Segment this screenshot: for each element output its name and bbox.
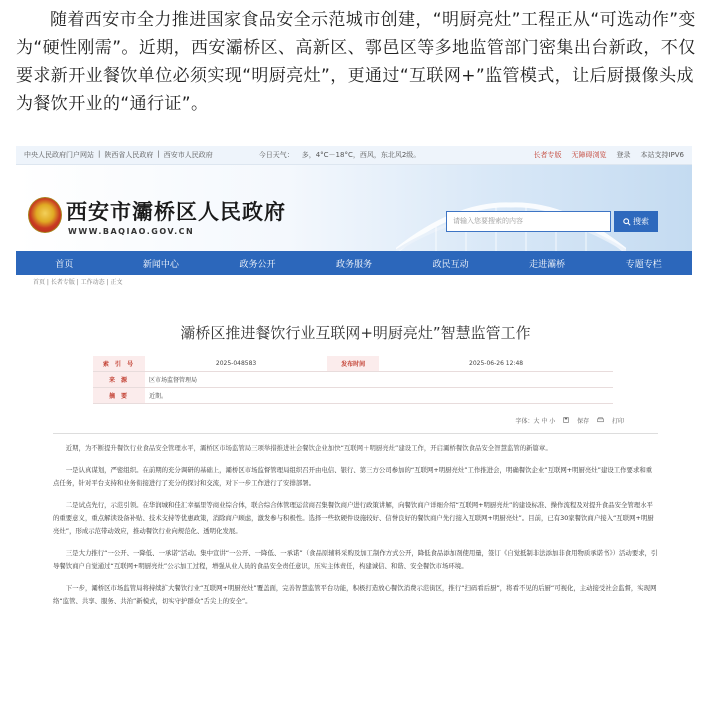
nav-interaction[interactable]: 政民互动	[432, 259, 469, 270]
body-paragraph: 下一步，灞桥区市场监管局将持续扩大餐饮行业“互联网+明厨亮灶”覆盖面，完善智慧监管平台功能，积极打造放心餐饮消费示范街区，推行“扫码看后厨”，将看不见的后厨“可视化，主动接受社会监督，实现网络“监管、共享、服务、共治”新模式，切实守护群众“舌尖上的安全”。	[53, 584, 657, 605]
accessibility-link[interactable]: 无障碍浏览	[571, 151, 607, 159]
date-value: 2025-06-26 12:48	[379, 356, 613, 372]
link-central-gov[interactable]: 中央人民政府门户网站	[24, 151, 94, 159]
ipv6-label: 本站支持IPV6	[640, 151, 684, 159]
body-paragraph: 近期，为不断提升餐饮行业食品安全管理水平，灞桥区市场监管局三项举措推进社会餐饮企业加快“互联网＋明厨亮灶”建设工作，开启灞桥餐饮食品安全智慧监管的新篇章。	[65, 444, 552, 452]
search-input[interactable]: 请输入您要搜索的内容	[446, 211, 611, 232]
nav-topics[interactable]: 专题专栏	[625, 259, 662, 270]
article	[53, 296, 658, 617]
summary-label: 摘 要	[93, 388, 145, 404]
weather-value: 多，4°C－18°C，西风，东北风2级。	[301, 151, 421, 159]
divider	[53, 433, 658, 434]
nav-about[interactable]: 走进灞桥	[529, 259, 566, 270]
body-paragraph: 二是试点先行，示范引领。在华润城和佳汇幸福里等商业综合体，联合综合体管理运营商召集餐饮商户进行政策讲解，向餐饮商户详细介绍“互联网+明厨亮灶”的建设标准、操作流程及对提升食品安全管理水平的重要意义，重点解读设备补贴、技术支持等优惠政策，消除商户顾虑，激发参与积极性。选择一些软硬件设施较好、信誉良好的餐饮商户先行接入互联网+明厨亮灶”。目前，已有30家餐饮商户接入“互联网+明厨亮灶”，形成示范带动效应，推动餐饮行业向规范化、透明化发展。	[53, 501, 654, 535]
nav-gov-affairs[interactable]: 政务公开	[239, 259, 276, 270]
print-label: 打印	[611, 418, 624, 425]
top-link-bar	[16, 146, 692, 165]
article-body	[53, 442, 658, 608]
article-tools	[53, 416, 658, 425]
main-nav	[16, 251, 692, 275]
link-xian-gov[interactable]: 西安市人民政府	[163, 151, 213, 159]
index-value: 2025-048583	[145, 356, 327, 372]
elder-version-link[interactable]: 长者专版	[533, 151, 562, 159]
index-label: 索 引 号	[93, 356, 145, 372]
search-button-label: 搜索	[633, 217, 649, 226]
top-right-links	[533, 150, 684, 160]
breadcrumb[interactable]: 首页 | 长者专版 | 工作动态 | 正文	[33, 279, 123, 286]
site-url: WWW.BAQIAO.GOV.CN	[68, 227, 195, 236]
link-sep: |	[98, 150, 101, 158]
site-title: 西安市灞桥区人民政府	[66, 199, 286, 224]
article-meta-table	[93, 356, 613, 404]
body-paragraph: 一是认真谋划，严密组织。在前期的充分调研的基础上，灞桥区市场监督管理局组织召开由电信、银行、第三方公司参加的“互联网+明厨亮灶”工作推进会，明确餐饮企业“互联网+明厨亮灶”建设工作要求和重点任务，针对平台支持和业务衔接进行了充分的探讨和交流，对下一步工作进行了安排部署。	[53, 466, 653, 487]
link-shaanxi-gov[interactable]: 陕西省人民政府	[104, 151, 154, 159]
nav-news[interactable]: 新闻中心	[142, 259, 179, 270]
save-icon	[563, 417, 569, 423]
search-button[interactable]	[614, 211, 658, 232]
national-emblem-icon	[28, 197, 62, 233]
link-sep: |	[157, 150, 160, 158]
date-label: 发布时间	[327, 356, 379, 372]
nav-home[interactable]: 首页	[55, 259, 74, 270]
article-title: 灞桥区推进餐饮行业互联网+明厨亮灶”智慧监管工作	[180, 324, 531, 342]
body-paragraph: 三是大力推行“一公开、一降低、一承诺”活动。集中宣讲“一公开、一降低、一承诺”（食品原辅料采购及加工制作方式公开，降低食品添加剂使用量，签订《自觉抵制非法添加非食用物质承诺书》）活动要求，引导餐饮商户自觉通过“互联网+明厨亮灶”公示加工过程，增强从业人员的食品安全责任意识，压实主体责任，构建诚信、和谐、安全餐饮市场环境。	[53, 549, 658, 570]
source-label: 来 源	[93, 372, 145, 388]
nav-services[interactable]: 政务服务	[336, 259, 373, 270]
print-button[interactable]	[597, 418, 624, 425]
save-label: 保存	[577, 418, 590, 425]
weather-info	[259, 150, 421, 160]
summary-value: 近期。	[145, 388, 613, 404]
government-site-screenshot	[16, 146, 692, 720]
save-button[interactable]	[563, 418, 591, 425]
intro-paragraph	[16, 6, 698, 118]
intro-text: 随着西安市全力推进国家食品安全示范城市创建，“明厨亮灶”工程正从“可选动作”变为“硬性刚需”。近期，西安灞桥区、高新区、鄠邑区等多地监管部门密集出台新政，不仅要求新开业餐饮单位必须实现“明厨亮灶”，更通过“互联网+”监管模式，让后厨摄像头成为餐饮开业的“通行证”。	[16, 10, 696, 114]
weather-label: 今日天气：	[258, 151, 294, 159]
search-icon	[623, 218, 631, 226]
top-links	[24, 150, 213, 160]
login-link[interactable]: 登录	[616, 151, 631, 159]
print-icon	[597, 417, 604, 423]
site-banner	[16, 165, 692, 251]
source-value: 区市场监督管理局	[145, 372, 613, 388]
font-size-control[interactable]: 字体：大 中 小	[515, 418, 556, 425]
